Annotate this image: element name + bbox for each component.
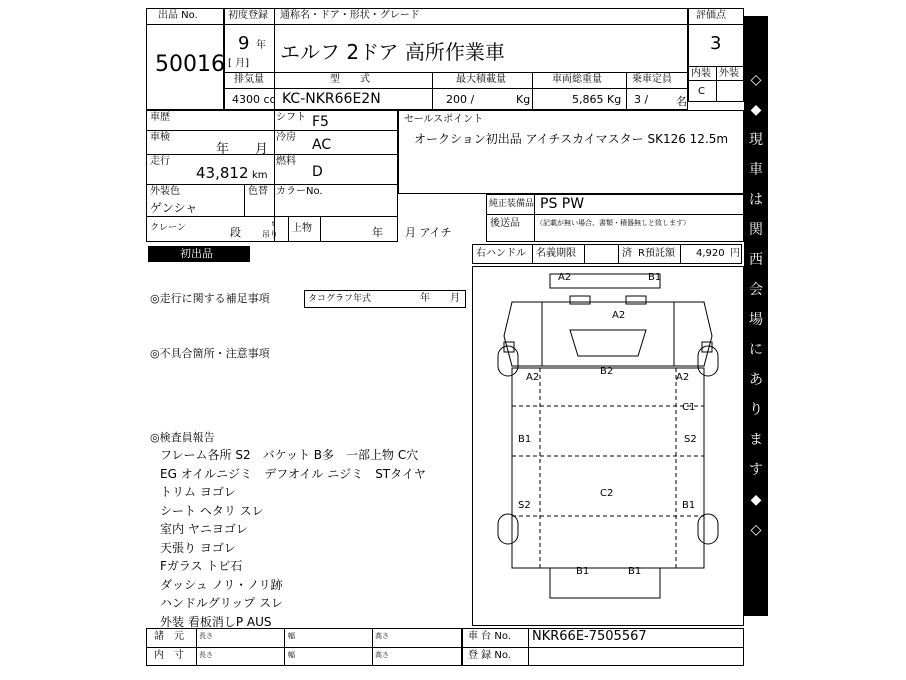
defects-label: ◎不具合箇所・注意事項 <box>150 347 270 360</box>
inspection-value: 年 月 <box>216 142 269 157</box>
inspector-line: Fガラス トビ石 <box>160 559 243 573</box>
equipment-value: PS PW <box>540 196 585 212</box>
banner-char: に <box>749 342 763 358</box>
model-header: 通称名・ドア・形状・グレード <box>280 10 420 21</box>
capacity: 3 / <box>634 93 649 106</box>
mark-b1-br: B1 <box>628 566 642 577</box>
sales-point-label: セールスポイント <box>404 114 484 125</box>
mark-b1-r: B1 <box>682 500 696 511</box>
height-label-2: 高さ <box>375 651 389 659</box>
banner-char: あ <box>749 372 763 388</box>
banner-char: ◆ <box>750 102 762 118</box>
inspector-line: 外装 看板消しP AUS <box>160 614 272 629</box>
handle: 右ハンドル <box>476 248 526 259</box>
color-change-label: 色替 <box>248 186 268 197</box>
crane-hook-top: t <box>272 220 275 228</box>
inspector-line: ダッシュ ノリ・ノリ跡 <box>160 577 283 592</box>
banner-char: 関 <box>749 222 763 238</box>
length-label-2: 長さ <box>199 651 213 659</box>
capacity-label: 乗車定員 <box>632 74 672 85</box>
recycle-amount: 4,920 <box>696 248 725 259</box>
length-label-1: 長さ <box>199 632 213 640</box>
mark-b2: B2 <box>600 366 614 377</box>
year-unit: 年 <box>256 40 266 51</box>
mark-a2-tl: A2 <box>558 272 572 283</box>
shift-label: シフト <box>276 112 306 123</box>
reg-label: 初度登録 <box>228 10 268 21</box>
mark-b1-bl: B1 <box>576 566 590 577</box>
post-label: 後送品 <box>490 218 520 229</box>
banner-char: 車 <box>749 162 763 178</box>
side-banner <box>744 16 768 616</box>
inspector-line: 室内 ヤニヨゴレ <box>160 522 248 536</box>
crane-hook-bottom: 吊り <box>262 230 278 239</box>
equipment-label: 純正装備品 <box>489 199 535 209</box>
mark-s2-r: S2 <box>684 434 697 445</box>
banner-char: り <box>749 402 763 418</box>
size-label: 諸 元 <box>154 631 184 642</box>
lot-label: 出品 No. <box>158 10 198 21</box>
displacement-label: 排気量 <box>234 74 264 85</box>
inspector-lines <box>160 446 426 631</box>
vehicle-outline <box>472 266 744 626</box>
shift: F5 <box>312 114 329 130</box>
name-label: 名義期限 <box>536 248 576 259</box>
load: 200 / <box>446 93 475 106</box>
load-unit: Kg <box>516 93 531 106</box>
inspector-line: ハンドルグリップ スレ <box>160 596 284 610</box>
color-label: 外装色 <box>150 186 180 197</box>
color: ゲンシャ <box>150 201 198 215</box>
lot-number: 50016 <box>155 52 225 77</box>
type-label: 型 式 <box>330 74 370 85</box>
inspector-line: EG オイルニジミ デフオイル ニジミ STタイヤ <box>160 466 426 481</box>
gross: 5,865 Kg <box>572 93 622 106</box>
upper-label: 上物 <box>292 223 312 234</box>
inner-label: 内 寸 <box>154 650 184 661</box>
mileage-unit: km <box>252 170 268 181</box>
inspector-label: ◎検査員報告 <box>150 431 215 444</box>
upper-value: 年 月 アイチ <box>372 226 452 239</box>
inspector-line: 天張り ヨゴレ <box>160 540 236 555</box>
crane-label: クレーン <box>150 223 186 233</box>
reg-number-label: 登 録 No. <box>468 650 511 661</box>
mark-a2-cab: A2 <box>612 310 626 321</box>
banner-char: 現 <box>749 132 763 148</box>
mileage-label: 走行 <box>150 156 170 167</box>
score-label: 評価点 <box>696 10 726 21</box>
interior-grade: C <box>698 86 705 97</box>
ac: AC <box>312 137 332 153</box>
odometer-label: ◎走行に関する補足事項 <box>150 292 270 305</box>
gross-label: 車両総重量 <box>552 74 602 85</box>
post-note: （記載が無い場合、書類・積器無しと致します） <box>536 219 690 227</box>
inspector-line: シート ヘタリ スレ <box>160 503 264 518</box>
tachograph-label: タコグラフ年式 <box>308 294 372 304</box>
banner-char: ◆ <box>750 492 762 508</box>
banner-char: ◇ <box>750 522 762 538</box>
fuel-label: 燃料 <box>276 156 296 167</box>
crane-value: 段 <box>230 226 241 239</box>
recycle-label-2: R預託額 <box>638 248 675 259</box>
model-name: エルフ 2ドア 高所作業車 <box>280 40 505 64</box>
displacement: 4300 cc <box>232 93 276 106</box>
mark-c1: C1 <box>682 402 696 413</box>
damage-map <box>472 266 744 626</box>
interior-label: 内装 <box>691 68 711 79</box>
load-label: 最大積載量 <box>456 74 506 85</box>
inspection-label: 車検 <box>150 132 170 143</box>
yen-unit: 円 <box>730 248 740 259</box>
first-listing-text: 初出品 <box>180 247 213 260</box>
inspector-line: フレーム各所 S2 バケット B多 一部上物 C穴 <box>160 448 419 462</box>
exterior-label: 外装 <box>719 68 739 79</box>
color-code-label: カラーNo. <box>276 186 323 197</box>
chassis-label: 車 台 No. <box>468 631 511 642</box>
sales-point-text: オークション初出品 アイチスカイマスター SK126 12.5m <box>414 132 729 146</box>
banner-char: 会 <box>749 282 763 298</box>
inspector-line: トリム ヨゴレ <box>160 485 236 499</box>
recycle-label: 済 <box>622 248 632 259</box>
tachograph-value: 年 月 <box>420 293 460 304</box>
history-label: 車歴 <box>150 112 170 123</box>
height-label-1: 高さ <box>375 632 389 640</box>
fuel: D <box>312 164 323 180</box>
banner-char: ◇ <box>750 72 762 88</box>
banner-char: は <box>749 192 763 208</box>
type: KC-NKR66E2N <box>282 91 381 107</box>
mark-s2-l: S2 <box>518 500 531 511</box>
ac-label: 冷房 <box>276 132 296 143</box>
width-label-2: 幅 <box>288 651 295 659</box>
banner-char: す <box>749 462 763 478</box>
reg-year: 9 <box>238 33 250 54</box>
score: 3 <box>710 33 722 54</box>
mark-c2: C2 <box>600 488 614 499</box>
chassis-number: NKR66E-7505567 <box>532 629 647 644</box>
banner-char: 西 <box>749 252 763 268</box>
banner-char: ま <box>749 432 763 448</box>
capacity-unit: 名 <box>676 95 687 108</box>
mark-b1-tr: B1 <box>648 272 662 283</box>
mark-a2-r: A2 <box>676 372 690 383</box>
mileage: 43,812 <box>196 164 249 182</box>
mark-a2-l: A2 <box>526 372 540 383</box>
banner-char: 場 <box>749 312 763 328</box>
mark-b1-l: B1 <box>518 434 532 445</box>
width-label-1: 幅 <box>288 632 295 640</box>
reg-month: [ 月] <box>228 58 249 69</box>
